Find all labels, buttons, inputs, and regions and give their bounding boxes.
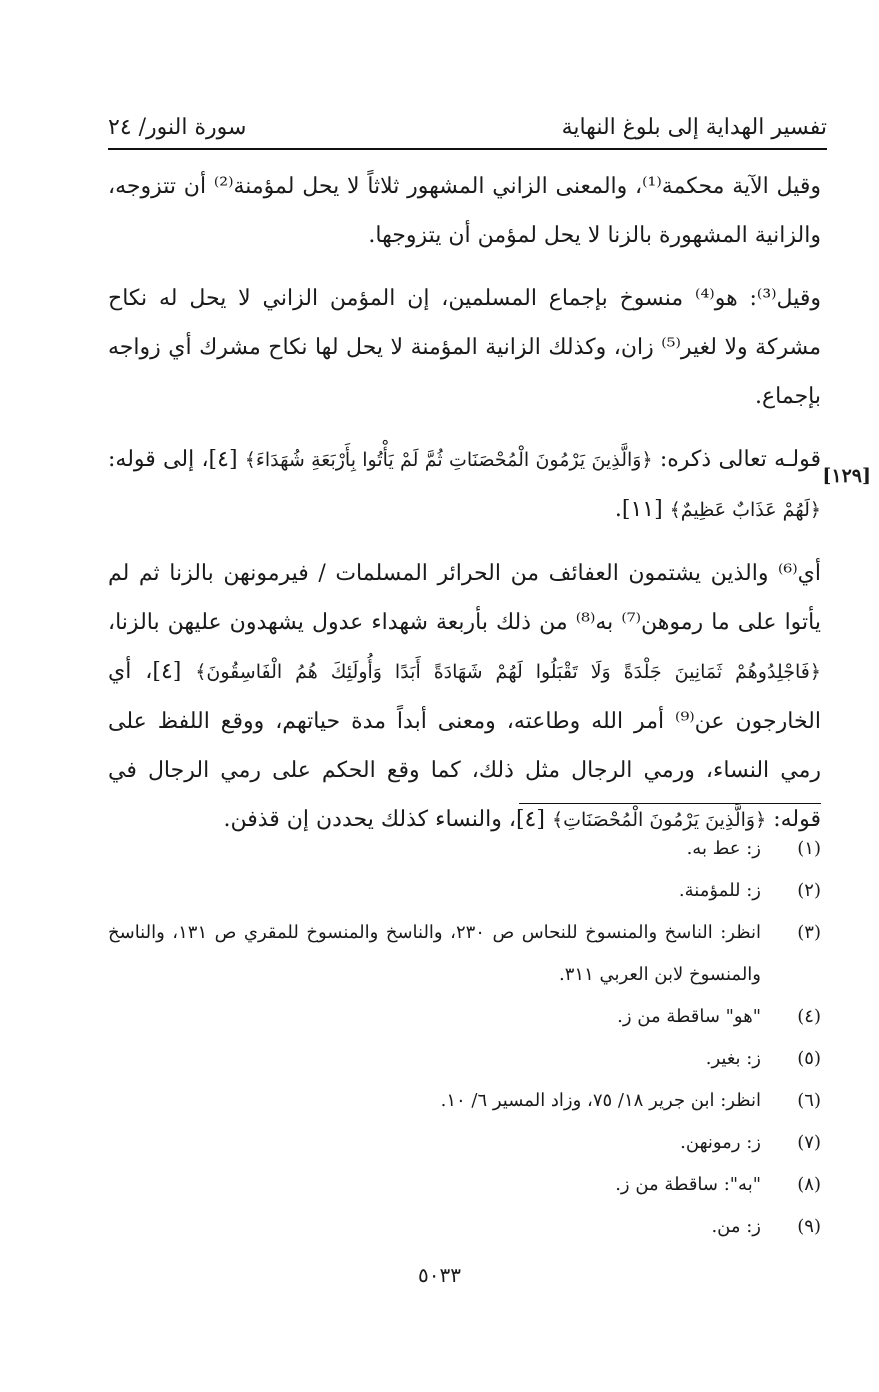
footnote-number: (٧) bbox=[797, 1132, 821, 1153]
footnote bbox=[108, 996, 821, 1038]
footnote-text: "هو" ساقطة من ز. bbox=[617, 1006, 761, 1027]
verse-ref: [٤]، إلى قوله: bbox=[108, 447, 238, 472]
manuscript-folio-marker: [١٢٩] bbox=[822, 465, 871, 487]
footnote-text: ز: بغير. bbox=[705, 1048, 761, 1069]
footnote-number: (٢) bbox=[797, 880, 821, 901]
footnote-number: (٤) bbox=[797, 1006, 821, 1027]
footnote-text: انظر: الناسخ والمنسوخ للنحاس ص ٢٣٠، والناسخ والمنسوخ للمقري ص ١٣١، والناسخ والمنسوخ لابن العربي ٣١١. bbox=[108, 922, 762, 985]
paragraph-2: وقيل⁽³⁾: هو⁽⁴⁾ منسوخ بإجماع المسلمين، إن المؤمن الزاني لا يحل له نكاح مشركة ولا لغير⁽⁵⁾ زان، وكذلك الزانية المؤمنة لا يحل لها نكاح مشرك أي زواجه بإجماع. bbox=[108, 286, 821, 409]
quran-verse: ﴿وَالَّذِينَ يَرْمُونَ الْمُحْصَنَاتِ ثُمَّ لَمْ يَأْتُوا بِأَرْبَعَةِ شُهَدَاءَ﴾ bbox=[244, 449, 653, 471]
footnote-number: (٩) bbox=[797, 1216, 821, 1237]
footnote-separator bbox=[519, 803, 821, 804]
footnote bbox=[108, 1206, 821, 1248]
footnote bbox=[108, 1038, 821, 1080]
verse-intro: قولـه تعالى ذكره: bbox=[659, 447, 821, 472]
footnote-text: ز: رمونهن. bbox=[680, 1132, 761, 1153]
quran-verse: ﴿لَهُمْ عَذَابٌ عَظِيمٌ﴾ bbox=[669, 499, 821, 521]
footnote bbox=[108, 1122, 821, 1164]
footnote bbox=[108, 870, 821, 912]
footnote-number: (٣) bbox=[797, 922, 821, 943]
paragraph-4 bbox=[108, 549, 821, 845]
footnote bbox=[108, 828, 821, 870]
commentary-text: [٤]، أي الخارجون عن⁽⁹⁾ أمر الله وطاعته، ومعنى أبداً مدة حياتهم، ووقع اللفظ على رمي النساء، ورمي الرجال مثل ذلك، كما وقع الحكم على رمي الرجال في قوله: bbox=[108, 659, 821, 832]
commentary-text: أي⁽⁶⁾ والذين يشتمون العفائف من الحرائر المسلمات / فيرمونهن بالزنا ثم لم يأتوا على ما رموهن⁽⁷⁾ به⁽⁸⁾ من ذلك بأربعة شهداء عدول يشهدون عليهن بالزنا، bbox=[108, 561, 821, 635]
surah-reference: سورة النور/ ٢٤ bbox=[108, 115, 247, 140]
book-title: تفسير الهداية إلى بلوغ النهاية bbox=[561, 115, 827, 140]
footnotes bbox=[108, 828, 821, 1248]
quran-verse: ﴿فَاجْلِدُوهُمْ ثَمَانِينَ جَلْدَةً وَلَا تَقْبَلُوا لَهُمْ شَهَادَةً أَبَدًا وَأُولَئِكَ هُمُ الْفَاسِقُونَ﴾ bbox=[195, 661, 821, 683]
footnote-number: (١) bbox=[797, 838, 821, 859]
main-text bbox=[108, 162, 821, 859]
paragraph-3 bbox=[108, 435, 821, 535]
footnote-number: (٥) bbox=[797, 1048, 821, 1069]
footnote-text: انظر: ابن جرير ١٨/ ٧٥، وزاد المسير ٦/ ١٠. bbox=[440, 1090, 761, 1111]
footnote bbox=[108, 1080, 821, 1122]
footnote bbox=[108, 1164, 821, 1206]
footnote-number: (٦) bbox=[797, 1090, 821, 1111]
running-header bbox=[108, 100, 827, 150]
footnote-number: (٨) bbox=[797, 1174, 821, 1195]
page-number: ٥٠٣٣ bbox=[418, 1263, 461, 1287]
footnote-text: ز: عط به. bbox=[686, 838, 761, 859]
footnote-text: "به": ساقطة من ز. bbox=[615, 1174, 761, 1195]
footnote-text: ز: للمؤمنة. bbox=[678, 880, 761, 901]
verse-ref: [١١]. bbox=[614, 497, 663, 522]
footnote bbox=[108, 912, 821, 996]
paragraph-1: وقيل الآية محكمة⁽¹⁾، والمعنى الزاني المشهور ثلاثاً لا يحل لمؤمنة⁽²⁾ أن تتزوجه، والزانية المشهورة بالزنا لا يحل لمؤمن أن يتزوجها. bbox=[108, 174, 821, 248]
quran-verse: ﴿وَالَّذِينَ يَرْمُونَ الْمُحْصَنَاتِ﴾ bbox=[551, 809, 767, 831]
commentary-text: [٤]، والنساء كذلك يحددن إن قذفن. bbox=[223, 807, 545, 832]
footnote-text: ز: من. bbox=[711, 1216, 761, 1237]
